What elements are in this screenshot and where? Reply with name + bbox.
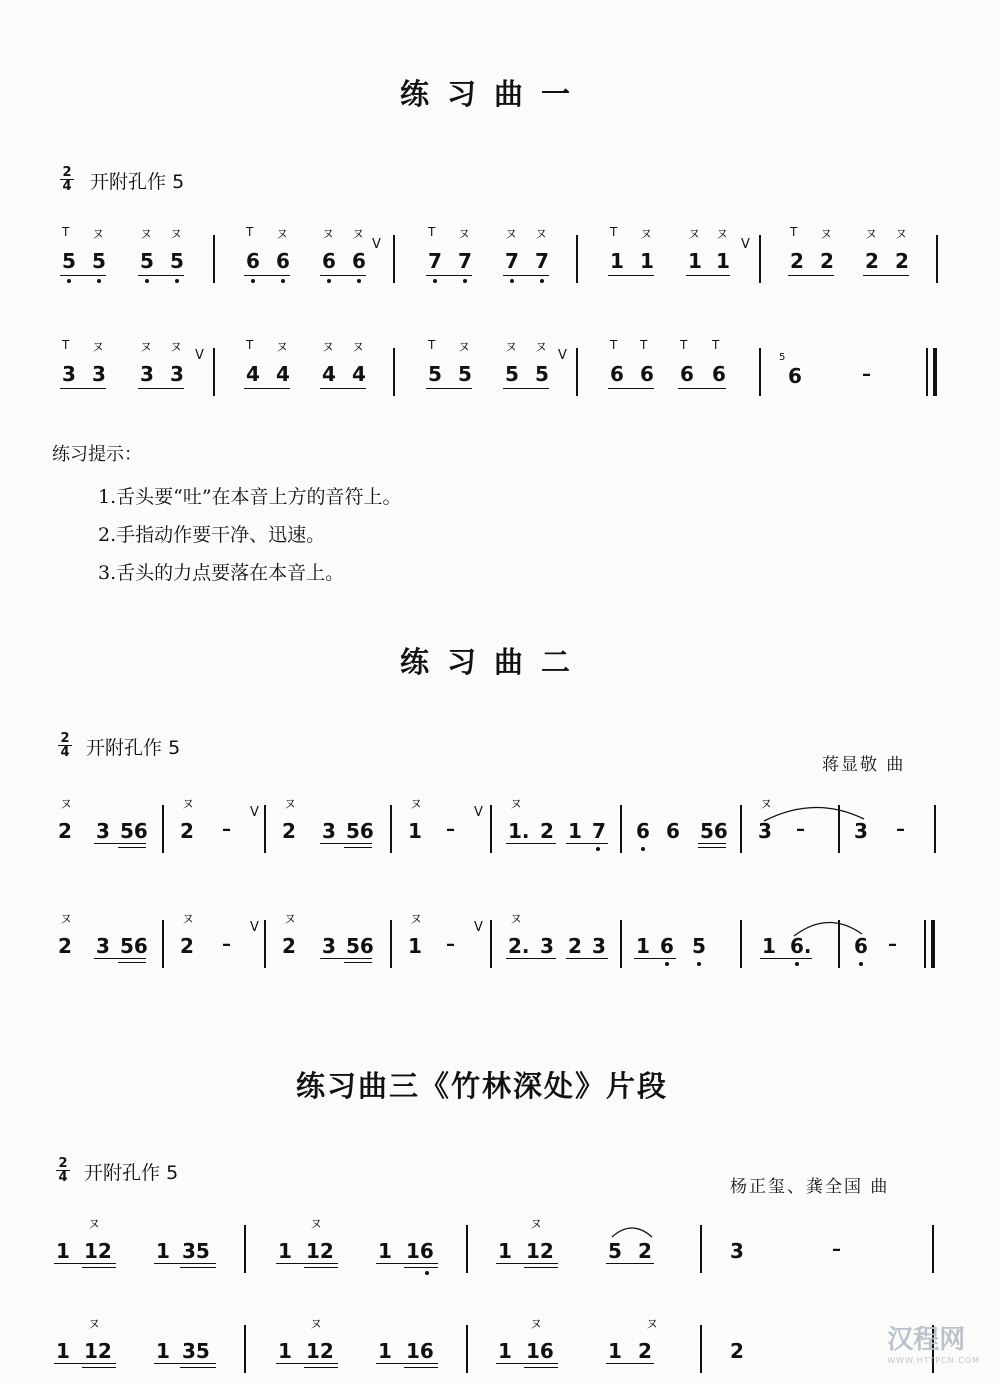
note: 3	[140, 362, 154, 386]
note: 1	[610, 249, 624, 273]
tongue-mark: ヌ	[322, 340, 335, 354]
note: 6	[322, 249, 336, 273]
note: 2	[282, 934, 296, 958]
note: 3	[96, 819, 110, 843]
breath-mark: V	[195, 348, 204, 363]
rest-dash: –	[862, 364, 871, 385]
tongue-mark: ヌ	[640, 227, 653, 241]
note: 3	[170, 362, 184, 386]
note: 12	[84, 1239, 112, 1263]
note: 1	[56, 1239, 70, 1263]
note: 6	[680, 362, 694, 386]
note: 6	[636, 819, 650, 843]
note: 3	[758, 819, 772, 843]
tongue-mark: ヌ	[410, 797, 423, 811]
note: 12	[306, 1339, 334, 1363]
tip-item: 3.舌头的力点要落在本音上。	[98, 562, 345, 584]
breath-mark: V	[474, 920, 483, 935]
note: 1	[408, 934, 422, 958]
tongue-mark: ヌ	[92, 340, 105, 354]
note: 5	[62, 249, 76, 273]
rest-dash: –	[896, 819, 905, 840]
key-instruction: 开附孔作 5	[90, 171, 185, 193]
note: 35	[182, 1239, 210, 1263]
note: 5	[458, 362, 472, 386]
note: 1.	[508, 819, 530, 843]
note: 1	[636, 934, 650, 958]
note: 5	[505, 362, 519, 386]
tongue-mark: ヌ	[458, 340, 471, 354]
tongue-mark: ヌ	[535, 227, 548, 241]
note: 7	[458, 249, 472, 273]
breath-mark: V	[250, 920, 259, 935]
note: 2	[540, 819, 554, 843]
tongue-mark: ヌ	[510, 912, 523, 926]
note: 7	[535, 249, 549, 273]
note: 6	[854, 934, 868, 958]
note: 56	[700, 819, 728, 843]
note: 1	[378, 1339, 392, 1363]
tongue-mark: ヌ	[310, 1217, 323, 1231]
tongue-mark: ヌ	[646, 1317, 659, 1331]
slur	[760, 799, 870, 825]
tongue-mark: T	[246, 338, 254, 352]
tongue-mark: ヌ	[410, 912, 423, 926]
tongue-mark: ヌ	[352, 340, 365, 354]
note: 2	[790, 249, 804, 273]
note: 5	[535, 362, 549, 386]
tips-heading: 练习提示：	[52, 444, 142, 465]
rest-dash: –	[222, 934, 231, 955]
note: 2	[865, 249, 879, 273]
note: 6	[666, 819, 680, 843]
note: 1	[156, 1339, 170, 1363]
rest-dash: –	[796, 819, 805, 840]
note: 1	[156, 1239, 170, 1263]
note: 6	[276, 249, 290, 273]
note: 6	[640, 362, 654, 386]
note: 12	[84, 1339, 112, 1363]
tongue-mark: ヌ	[530, 1317, 543, 1331]
note: 4	[352, 362, 366, 386]
tip-item: 2.手指动作要干净、迅速。	[98, 524, 326, 546]
note: 7	[428, 249, 442, 273]
tongue-mark: T	[246, 225, 254, 239]
note: 5	[140, 249, 154, 273]
note: 2.	[508, 934, 530, 958]
note: 2	[568, 934, 582, 958]
exercise-2-title: 练习曲二	[400, 645, 589, 679]
note: 1	[762, 934, 776, 958]
note: 1	[278, 1239, 292, 1263]
key-instruction: 开附孔作 5	[84, 1162, 179, 1184]
tongue-mark: ヌ	[505, 340, 518, 354]
note: 2	[58, 819, 72, 843]
breath-mark: V	[474, 805, 483, 820]
note: 5	[428, 362, 442, 386]
tongue-mark: T	[680, 338, 688, 352]
tongue-mark: ヌ	[88, 1217, 101, 1231]
slur	[608, 1221, 656, 1241]
note: 2	[180, 819, 194, 843]
composer: 蒋显敬 曲	[822, 755, 906, 775]
tongue-mark: ヌ	[865, 227, 878, 241]
note: 7	[505, 249, 519, 273]
tongue-mark: ヌ	[716, 227, 729, 241]
tongue-mark: ヌ	[182, 797, 195, 811]
note: 2	[820, 249, 834, 273]
tongue-mark: ヌ	[510, 797, 523, 811]
note: 1	[278, 1339, 292, 1363]
key-note: 5	[168, 737, 181, 759]
note: 1	[716, 249, 730, 273]
tongue-mark: ヌ	[458, 227, 471, 241]
note: 6.	[790, 934, 812, 958]
note: 2	[58, 934, 72, 958]
note: 5	[692, 934, 706, 958]
note: 2	[895, 249, 909, 273]
note: 56	[120, 819, 148, 843]
note: 1	[608, 1339, 622, 1363]
composer: 杨正玺、龚全国 曲	[730, 1177, 890, 1197]
note: 16	[406, 1239, 434, 1263]
tongue-mark: ヌ	[352, 227, 365, 241]
tongue-mark: ヌ	[310, 1317, 323, 1331]
tongue-mark: ヌ	[60, 797, 73, 811]
tongue-mark: ヌ	[276, 340, 289, 354]
tongue-mark: T	[790, 225, 798, 239]
exercise-1-title: 练习曲一	[400, 77, 589, 111]
note: 16	[406, 1339, 434, 1363]
note: 35	[182, 1339, 210, 1363]
breath-mark: V	[372, 237, 381, 252]
note: 56	[346, 934, 374, 958]
tongue-mark: ヌ	[322, 227, 335, 241]
tongue-mark: T	[62, 225, 70, 239]
note: 7	[592, 819, 606, 843]
note: 1	[498, 1239, 512, 1263]
tongue-mark: T	[62, 338, 70, 352]
note: 4	[322, 362, 336, 386]
note: 5	[170, 249, 184, 273]
key-note: 5	[172, 171, 185, 193]
rest-dash: –	[832, 1239, 841, 1260]
note: 6	[712, 362, 726, 386]
tongue-mark: ヌ	[530, 1217, 543, 1231]
note: 12	[306, 1239, 334, 1263]
note: 3	[854, 819, 868, 843]
time-signature: $\frac{2}{4}$	[60, 166, 74, 193]
note: 6	[246, 249, 260, 273]
note: 5	[608, 1239, 622, 1263]
note: 6	[788, 364, 802, 388]
note: 1	[408, 819, 422, 843]
note: 16	[526, 1339, 554, 1363]
tongue-mark: ヌ	[170, 227, 183, 241]
note: 12	[526, 1239, 554, 1263]
note: 3	[92, 362, 106, 386]
note: 2	[282, 819, 296, 843]
breath-mark: V	[250, 805, 259, 820]
note: 6	[352, 249, 366, 273]
exercise-3-title: 练习曲三《竹林深处》片段	[296, 1069, 669, 1103]
tongue-mark: ヌ	[88, 1317, 101, 1331]
note: 1	[568, 819, 582, 843]
tongue-mark: ヌ	[60, 912, 73, 926]
tongue-mark: T	[712, 338, 720, 352]
note: 1	[498, 1339, 512, 1363]
time-signature: $\frac{2}{4}$	[56, 1157, 70, 1184]
tongue-mark: T	[610, 338, 618, 352]
tongue-mark: ヌ	[284, 797, 297, 811]
rest-dash: –	[446, 819, 455, 840]
tongue-mark: T	[428, 225, 436, 239]
note: 5	[92, 249, 106, 273]
note: 56	[120, 934, 148, 958]
note: 3	[96, 934, 110, 958]
note: 3	[592, 934, 606, 958]
note: 3	[730, 1239, 744, 1263]
note: 2	[638, 1339, 652, 1363]
tongue-mark: ヌ	[688, 227, 701, 241]
note: 4	[276, 362, 290, 386]
note: 3	[540, 934, 554, 958]
breath-mark: V	[558, 348, 567, 363]
note: 2	[180, 934, 194, 958]
note: 6	[660, 934, 674, 958]
note: 3	[322, 934, 336, 958]
tongue-mark: ヌ	[276, 227, 289, 241]
grace-note: 5	[779, 352, 786, 363]
time-signature: $\frac{2}{4}$	[58, 732, 72, 759]
key-instruction: 开附孔作 5	[86, 737, 181, 759]
tongue-mark: ヌ	[92, 227, 105, 241]
note: 1	[640, 249, 654, 273]
note: 1	[378, 1239, 392, 1263]
tongue-mark: T	[640, 338, 648, 352]
tongue-mark: ヌ	[140, 227, 153, 241]
key-note: 5	[166, 1162, 179, 1184]
tongue-mark: ヌ	[284, 912, 297, 926]
tongue-mark: ヌ	[140, 340, 153, 354]
note: 56	[346, 819, 374, 843]
tongue-mark: ヌ	[182, 912, 195, 926]
tongue-mark: ヌ	[170, 340, 183, 354]
watermark-logo: 汉程网 WWW.HTTPCN.COM	[887, 1325, 980, 1365]
note: 6	[610, 362, 624, 386]
tongue-mark: ヌ	[760, 797, 773, 811]
note: 2	[638, 1239, 652, 1263]
rest-dash: –	[446, 934, 455, 955]
breath-mark: V	[741, 237, 750, 252]
rest-dash: –	[222, 819, 231, 840]
tongue-mark: T	[610, 225, 618, 239]
tongue-mark: ヌ	[505, 227, 518, 241]
tip-item: 1.舌头要“吐”在本音上方的音符上。	[98, 486, 402, 508]
note: 2	[730, 1339, 744, 1363]
note: 1	[688, 249, 702, 273]
rest-dash: –	[888, 934, 897, 955]
note: 1	[56, 1339, 70, 1363]
note: 3	[62, 362, 76, 386]
tongue-mark: ヌ	[820, 227, 833, 241]
note: 4	[246, 362, 260, 386]
tongue-mark: ヌ	[895, 227, 908, 241]
note: 3	[322, 819, 336, 843]
tongue-mark: T	[428, 338, 436, 352]
tongue-mark: ヌ	[535, 340, 548, 354]
slur	[790, 914, 870, 940]
